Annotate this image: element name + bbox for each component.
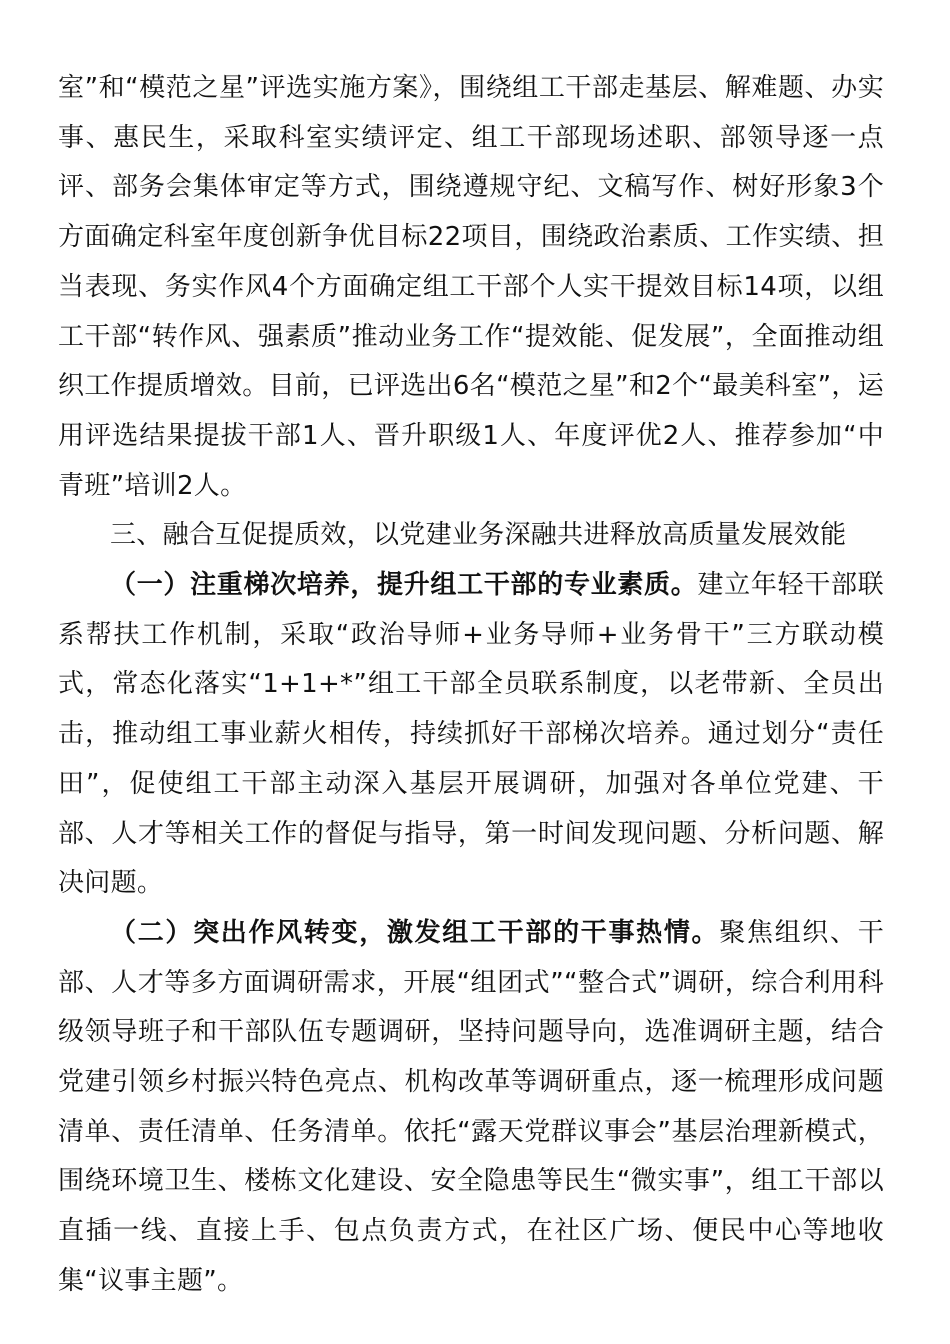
section-heading-3: 三、融合互促提质效，以党建业务深融共进释放高质量发展效能 [110, 520, 847, 551]
item-1-heading: （一）注重梯次培养，提升组工干部的专业素质。 [110, 570, 698, 601]
paragraph-item-1 [58, 561, 884, 909]
item-1-body: 建立年轻干部联系帮扶工作机制，采取“政治导师+业务导师+业务骨干”三方联动模式，常态化落实“1+1+*”组工干部全员联系制度，以老带新、全员出击，推动组工事业薪火相传，持续抓好干部梯次培养。通过划分“责任田”，促使组工干部主动深入基层开展调研，加强对各单位党建、干部、人才等相关工作的督促与指导，第一时间发现问题、分析问题、解决问题。 [58, 570, 884, 899]
item-2-heading: （二）突出作风转变，激发组工干部的干事热情。 [110, 917, 720, 948]
paragraph-continued: 室”和“模范之星”评选实施方案》，围绕组工干部走基层、解难题、办实事、惠民生，采取科室实绩评定、组工干部现场述职、部领导逐一点评、部务会集体审定等方式，围绕遵规守纪、文稿写作、树好形象3个方面确定科室年度创新争优目标22项目，围绕政治素质、工作实绩、担当表现、务实作风4个方面确定组工干部个人实干提效目标14项，以组工干部“转作风、强素质”推动业务工作“提效能、促发展”，全面推动组织工作提质增效。目前，已评选出6名“模范之星”和2个“最美科室”，运用评选结果提拔干部1人、晋升职级1人、年度评优2人、推荐参加“中青班”培训2人。 [58, 73, 884, 501]
item-2-body: 聚焦组织、干部、人才等多方面调研需求，开展“组团式”“整合式”调研，综合利用科级领导班子和干部队伍专题调研，坚持问题导向，选准调研主题，结合党建引领乡村振兴特色亮点、机构改革等调研重点，逐一梳理形成问题清单、责任清单、任务清单。依托“露天党群议事会”基层治理新模式，围绕环境卫生、楼栋文化建设、安全隐患等民生“微实事”，组工干部以直插一线、直接上手、包点负责方式，在社区广场、便民中心等地收集“议事主题”。 [58, 917, 884, 1296]
document-page [58, 64, 884, 1307]
paragraph-item-2 [58, 909, 884, 1307]
